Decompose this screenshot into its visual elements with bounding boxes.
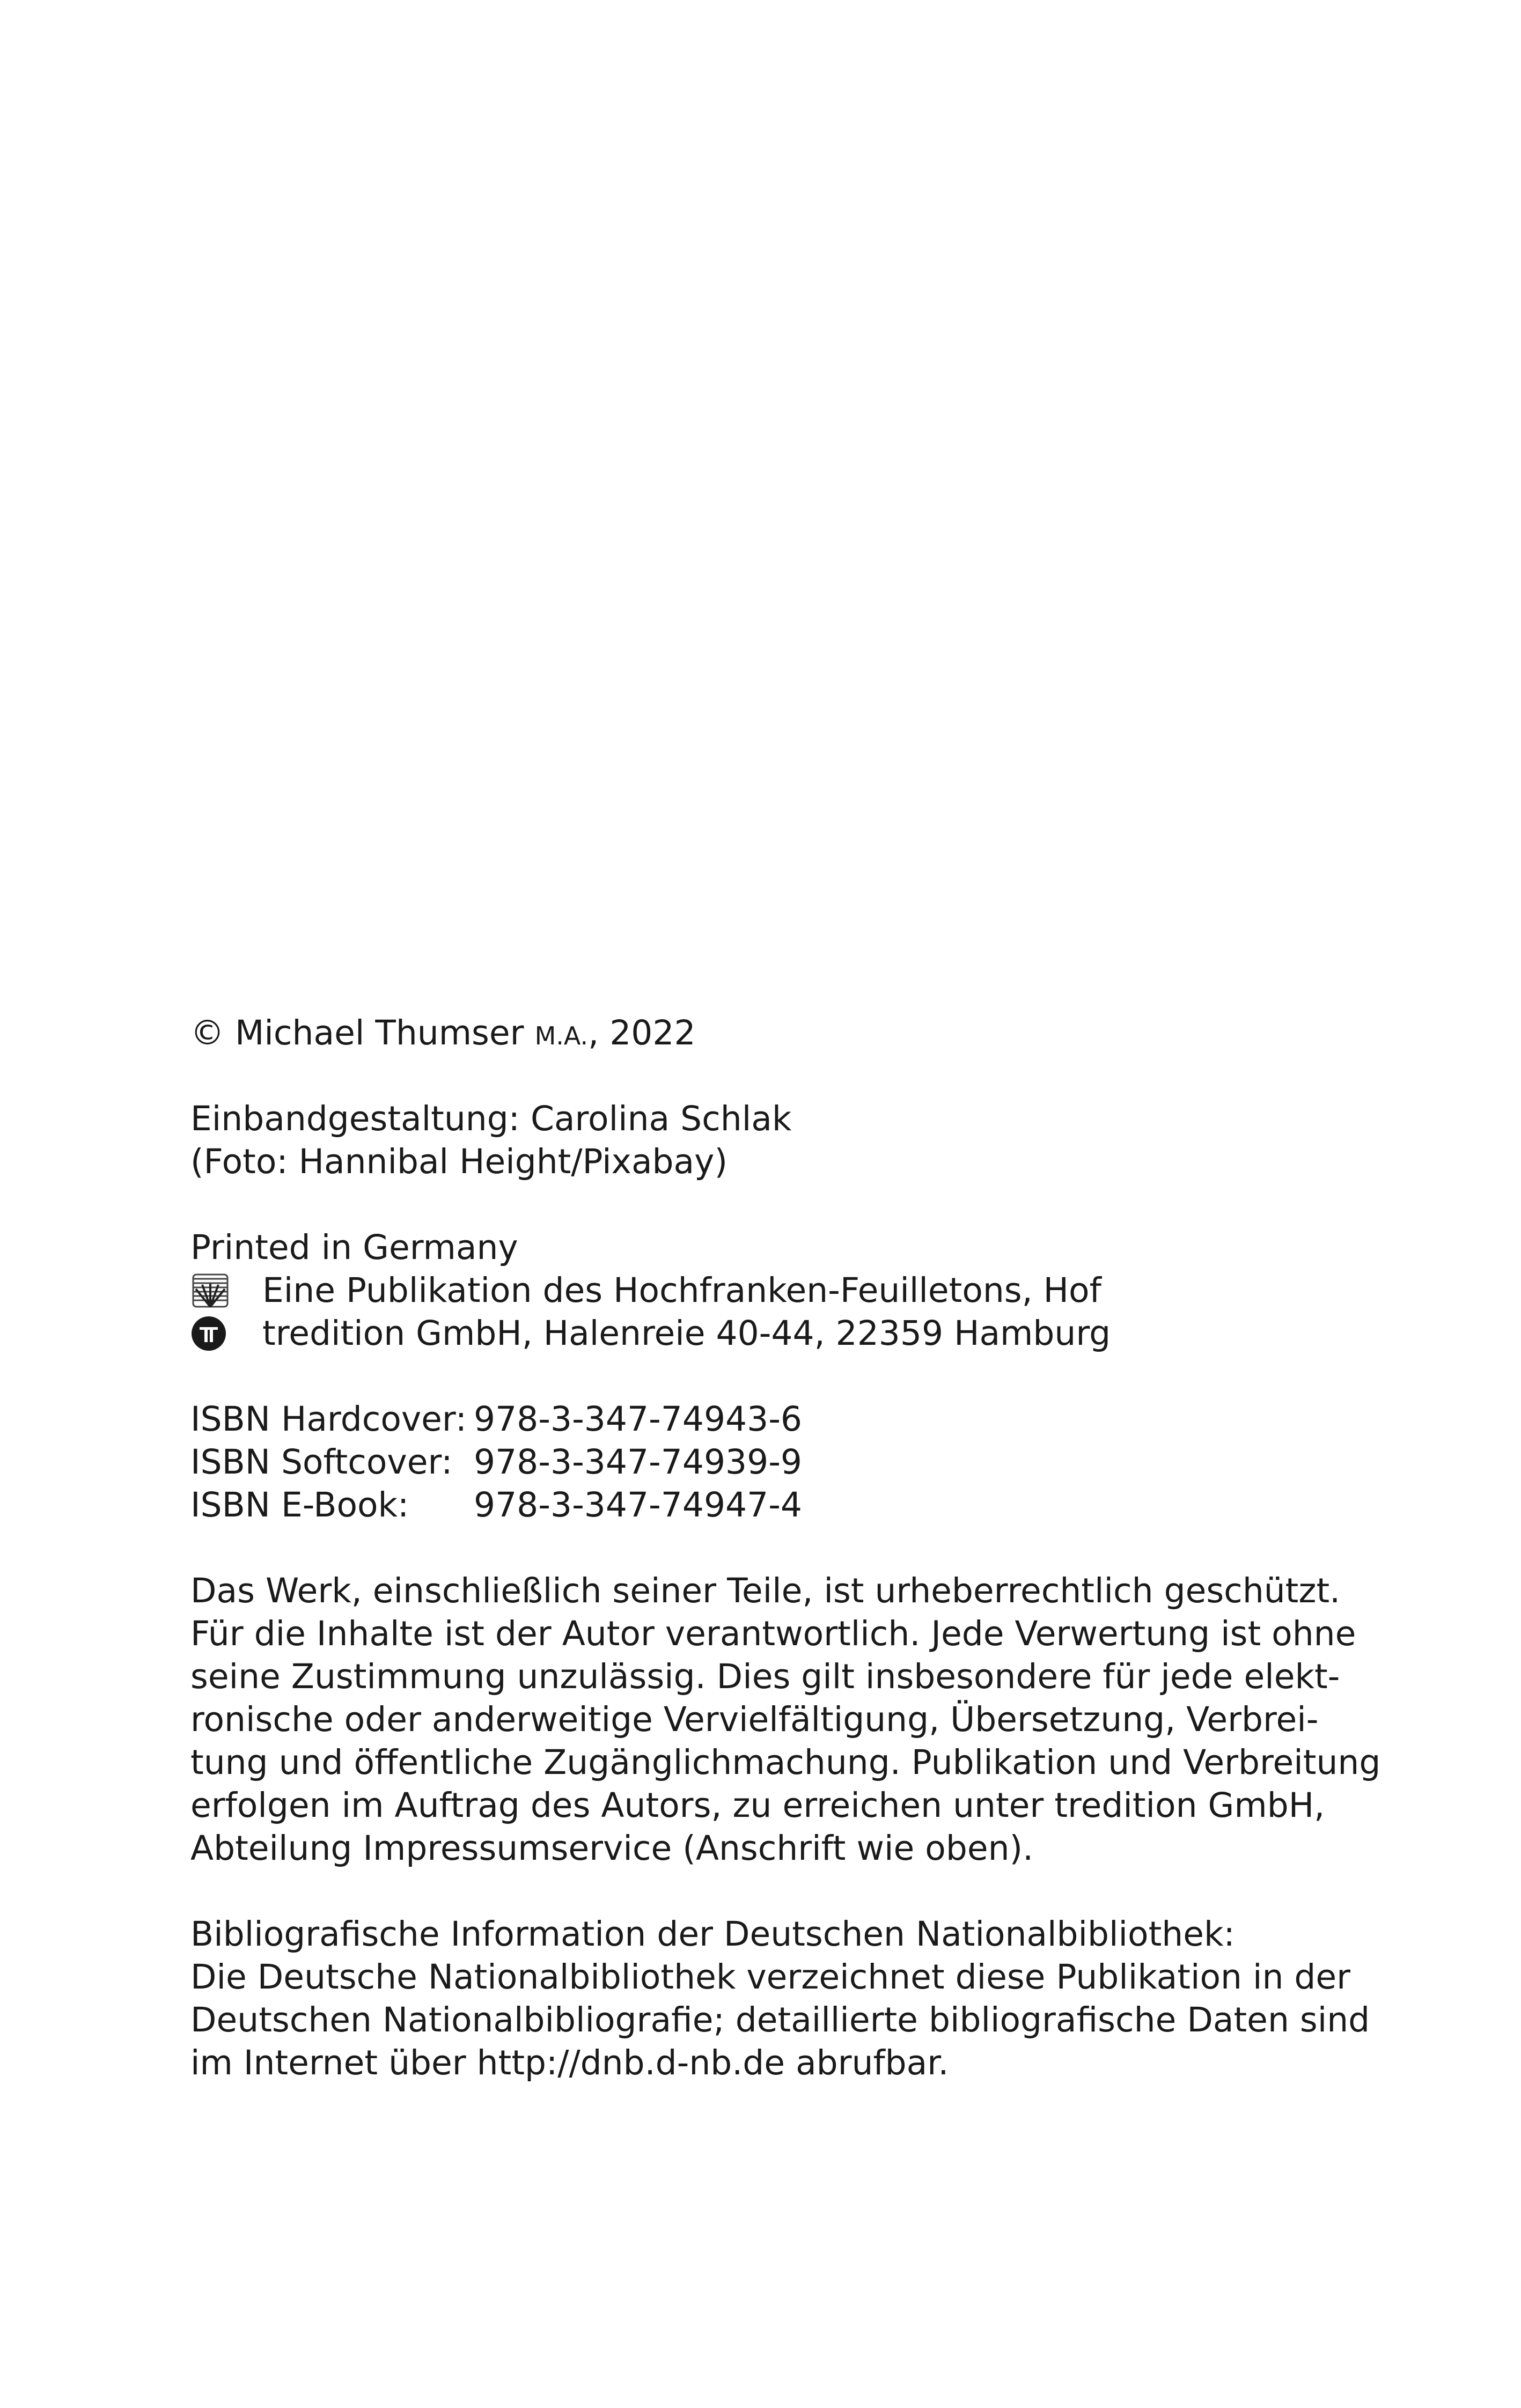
copyright-symbol: © [190,1013,224,1052]
isbn-label: ISBN Softcover: [190,1442,453,1482]
tredition-logo-icon [190,1315,262,1352]
notice-line: Abteilung Impressumservice (Anschrift wie oben). [190,1829,1034,1868]
isbn-row [190,1398,1344,1441]
notice-line: ronische oder anderweitige Vervielfältigung, Übersetzung, Verbrei- [190,1700,1319,1739]
copyright-line [190,1012,1344,1055]
copyright-year: , 2022 [588,1013,696,1052]
isbn-label: ISBN E-Book: [190,1485,409,1525]
isbn-value: 978-3-347-74939-9 [474,1442,803,1482]
notice-line: tung und öffentliche Zugänglichmachung. Publikation und Verbreitung [190,1743,1381,1782]
hochfranken-feuilleton-logo-icon [190,1273,262,1308]
cover-design-line: Einbandgestaltung: Carolina Schlak [190,1099,792,1138]
bibliographic-line: Bibliografische Information der Deutschen Nationalbibliothek: [190,1914,1235,1954]
publisher-text: tredition GmbH, Halenreie 40-44, 22359 Hamburg [262,1314,1111,1353]
author-name: Michael Thumser [235,1013,524,1052]
publication-line [190,1269,1344,1312]
isbn-label: ISBN Hardcover: [190,1400,467,1439]
cover-photo-line: (Foto: Hannibal Height/Pixabay) [190,1142,728,1181]
printed-in-line: Printed in Germany [190,1228,518,1267]
spacer [190,1355,1344,1398]
notice-line: Für die Inhalte ist der Autor verantwortlich. Jede Verwertung ist ohne [190,1614,1356,1653]
spacer [190,1183,1344,1226]
bibliographic-line: Die Deutsche Nationalbibliothek verzeichnet diese Publikation in der [190,1957,1351,1997]
copyright-notice [190,1570,1381,1870]
isbn-row [190,1441,1344,1484]
isbn-row [190,1484,1344,1527]
publisher-line [190,1312,1344,1355]
isbn-value: 978-3-347-74943-6 [474,1400,803,1439]
imprint-block [190,1012,1381,2085]
publication-text: Eine Publikation des Hochfranken-Feuilletons, Hof [262,1271,1101,1310]
spacer [190,1055,1344,1098]
notice-line: erfolgen im Auftrag des Autors, zu erreichen unter tredition GmbH, [190,1786,1325,1825]
author-degree: M.A. [534,1021,589,1050]
bibliographic-info [190,1913,1370,2085]
bibliographic-line: im Internet über http://dnb.d-nb.de abrufbar. [190,2043,949,2082]
spacer [190,1527,1344,1570]
isbn-value: 978-3-347-74947-4 [474,1485,803,1525]
bibliographic-line: Deutschen Nationalbibliografie; detaillierte bibliografische Daten sind [190,2000,1370,2039]
spacer [190,1870,1344,1913]
notice-line: seine Zustimmung unzulässig. Dies gilt insbesondere für jede elekt- [190,1657,1340,1696]
notice-line: Das Werk, einschließlich seiner Teile, ist urheberrechtlich geschützt. [190,1571,1341,1610]
